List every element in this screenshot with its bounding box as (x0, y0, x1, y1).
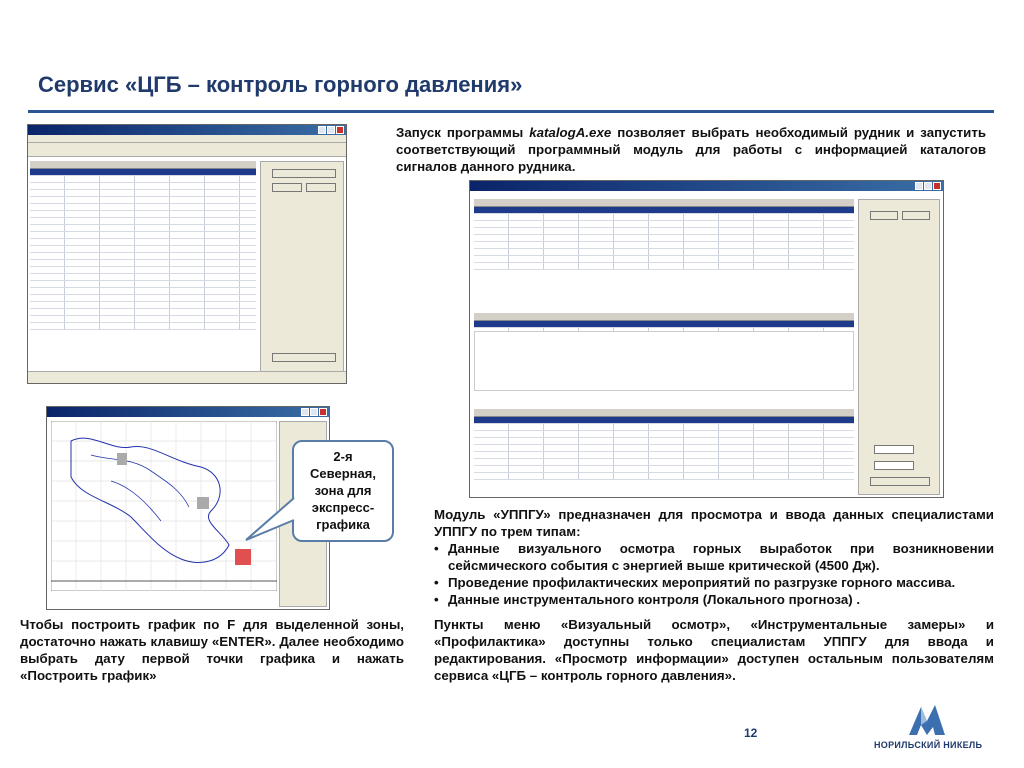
selected-zone (235, 549, 251, 565)
uppgu-module-screenshot (469, 180, 944, 498)
callout-line: Северная, (310, 466, 376, 481)
filter-panel (260, 161, 344, 373)
callout-line: 2-я (333, 449, 353, 464)
module-description (434, 506, 994, 608)
page-title: Сервис «ЦГБ – контроль горного давления» (38, 72, 523, 97)
build-graph-button[interactable] (272, 353, 336, 362)
callout-line: графика (316, 517, 370, 532)
nornickel-logo-text: НОРИЛЬСКИЙ НИКЕЛЬ (874, 740, 983, 750)
catalog-window-screenshot (27, 124, 347, 384)
close-icon (336, 126, 344, 134)
events-table (30, 161, 256, 330)
inspection-table (474, 199, 854, 270)
page-number: 12 (744, 726, 758, 740)
edit-button[interactable] (902, 211, 930, 220)
bullet-item: • Данные инструментального контроля (Локального прогноза) . (434, 591, 994, 608)
close-icon (319, 408, 327, 416)
menu-note: Пункты меню «Визуальный осмотр», «Инструментальные замеры» и «Профилактика» доступны только специалистам УППГУ для ввода и редактирования. «Просмотр информации» доступен остальным пользователям сервиса «ЦГБ – контроль горного давления». (434, 617, 994, 683)
date-to-select[interactable] (874, 461, 914, 470)
toolbar (28, 143, 346, 157)
show-button[interactable] (870, 477, 930, 486)
zone-callout (292, 440, 394, 542)
intro-text: Запуск программы katalogA.exe позволяет выбрать необходимый рудник и запустить соответствующий программный модуль для работы с информацией каталогов сигналов данного рудника. (396, 125, 987, 174)
callout-line: зона для (314, 483, 372, 498)
bullet-item: • Данные визуального осмотра горных выработок при возникновении сейсмического события с энергией выше критической (4500 Дж). (434, 540, 994, 574)
callout-pointer (240, 490, 300, 550)
program-name: katalogA.exe (529, 125, 612, 140)
menu-bar (28, 135, 346, 143)
map-window-titlebar (47, 407, 329, 417)
window-titlebar (28, 125, 346, 135)
module-heading: Модуль «УППГУ» предназначен для просмотра и ввода данных специалистами УППГУ по трем типам: (434, 507, 994, 539)
reset-button[interactable] (306, 183, 336, 192)
callout-line: экспресс- (311, 500, 375, 515)
measurements-table (474, 409, 854, 480)
zone-gray-1 (117, 453, 127, 465)
zone-gray-2 (197, 497, 209, 509)
nornickel-logo-icon (905, 703, 949, 737)
bullet-item: • Проведение профилактических мероприятий по разгрузке горного массива. (434, 574, 994, 591)
apply-button[interactable] (272, 183, 302, 192)
close-icon (933, 182, 941, 190)
date-from-select[interactable] (874, 445, 914, 454)
add-button[interactable] (870, 211, 898, 220)
status-bar (28, 371, 346, 383)
title-rule (28, 110, 994, 113)
graph-note: Чтобы построить график по F для выделенной зоны, достаточно нажать клавишу «ENTER». Далее необходимо выбрать дату первой точки графика и нажать «Построить график» (20, 617, 404, 683)
module-titlebar (470, 181, 943, 191)
empty-table-area (474, 331, 854, 391)
filter-button[interactable] (272, 169, 336, 178)
